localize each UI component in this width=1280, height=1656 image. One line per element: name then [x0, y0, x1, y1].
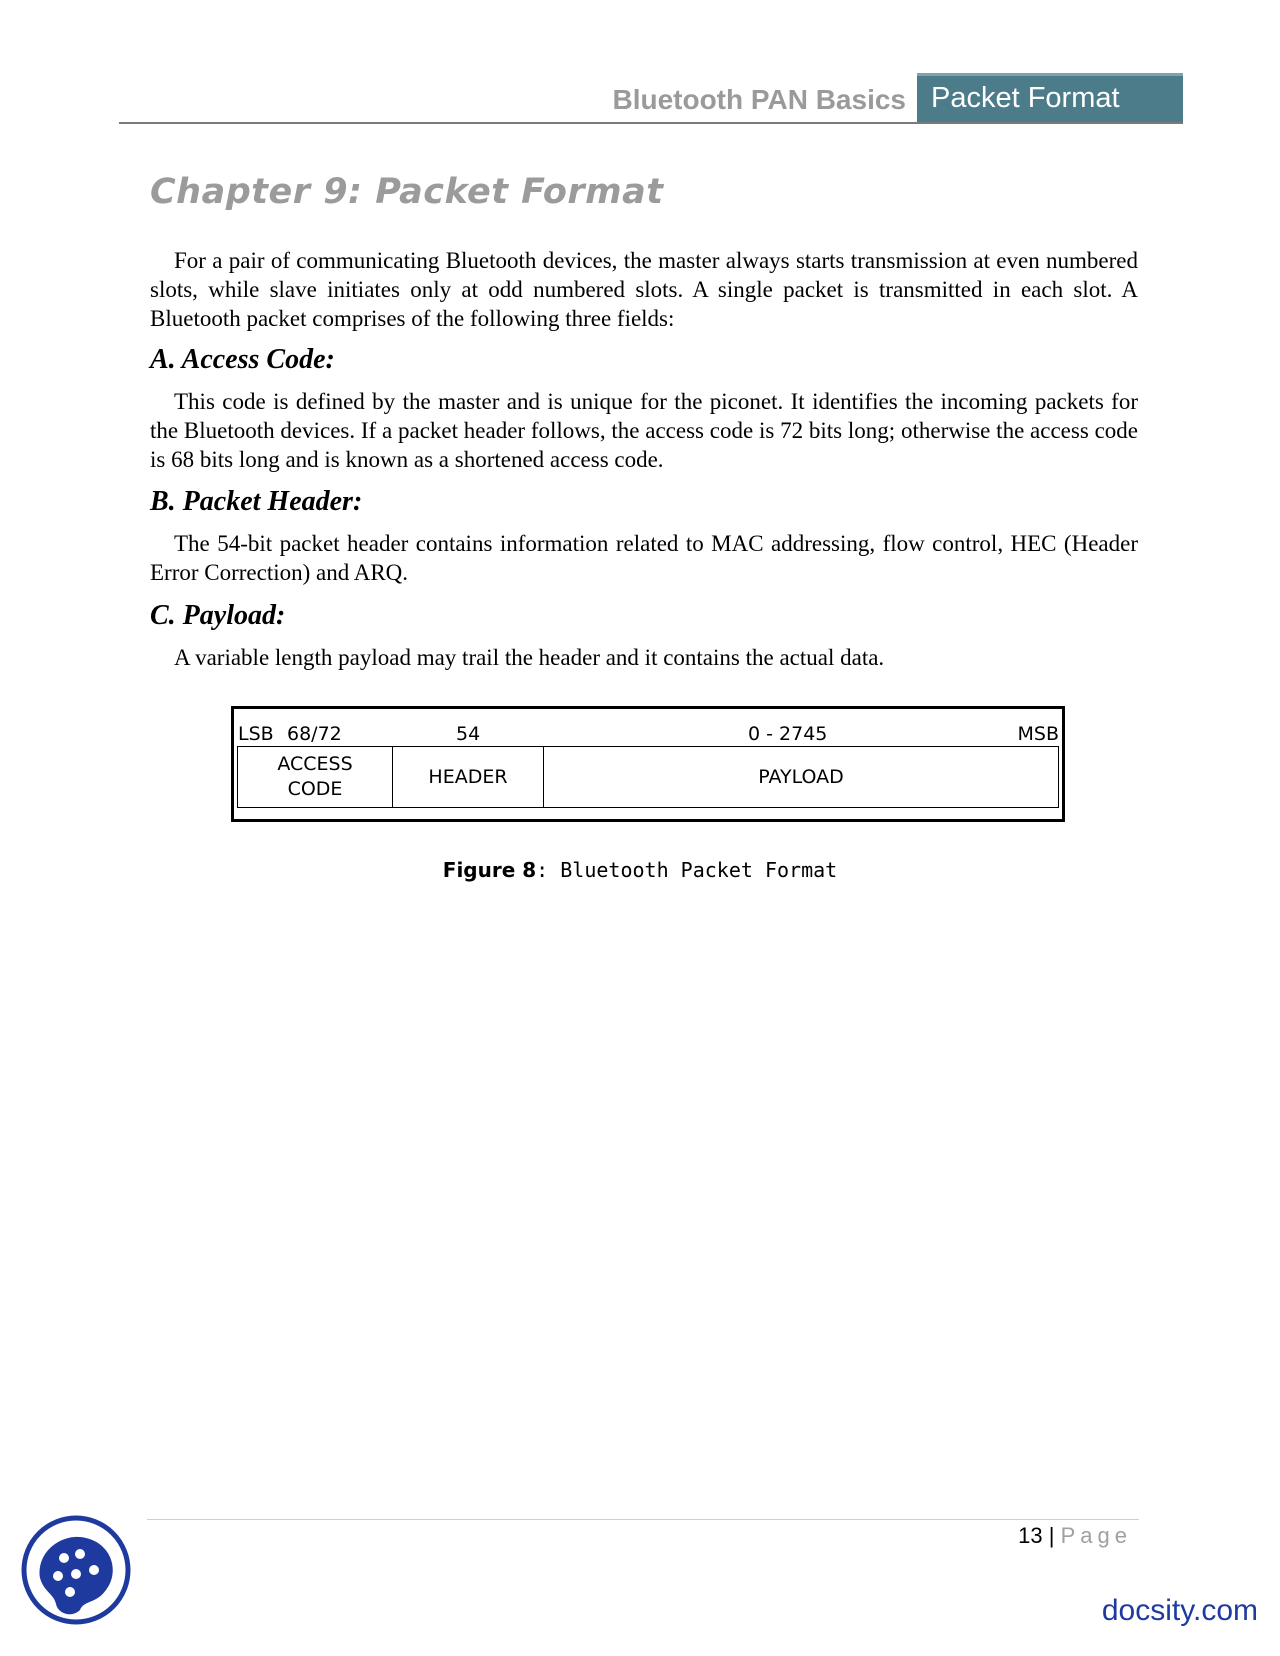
lsb-label: LSB [238, 723, 274, 745]
payload-bits: 0 - 2745 [748, 723, 828, 745]
section-tab: Packet Format [917, 73, 1183, 123]
section-heading-packet-header: B. Packet Header: [150, 486, 363, 517]
section-heading-access-code: A. Access Code: [150, 344, 335, 375]
access-code-field: ACCESS CODE [238, 747, 393, 807]
msb-label: MSB [1017, 723, 1059, 745]
page-word: Page [1060, 1523, 1132, 1548]
docsity-brand-link[interactable]: docsity.com [1101, 1594, 1258, 1627]
figure-caption-text: : Bluetooth Packet Format [536, 858, 838, 882]
packet-format-diagram [231, 706, 1065, 822]
section-body-access-code: This code is defined by the master and is unique for the piconet. It identifies the incoming packets for the Bluetooth devices. If a packet header follows, the access code is 72 bits long; otherwise the access code is 68 bits long and is known as a shortened access code. [150, 389, 1138, 472]
header-field: HEADER [393, 747, 544, 807]
page-number-value: 13 [1018, 1523, 1043, 1548]
docsity-logo-icon [20, 1514, 132, 1626]
header-bits: 54 [456, 723, 481, 745]
payload-field: PAYLOAD [758, 765, 844, 788]
chapter-title: Chapter 9: Packet Format [150, 172, 664, 212]
page-number [1018, 1523, 1132, 1549]
document-title: Bluetooth PAN Basics [612, 84, 906, 115]
section-body-payload: A variable length payload may trail the header and it contains the actual data. [174, 645, 885, 670]
packet-fields [237, 746, 1059, 808]
figure-caption [0, 858, 1280, 882]
header-divider [119, 122, 1183, 124]
figure-label: Figure 8 [442, 858, 537, 882]
section-heading-payload: C. Payload: [150, 600, 286, 631]
intro-paragraph: For a pair of communicating Bluetooth devices, the master always starts transmission at even numbered slots, while slave initiates only at odd numbered slots. A single packet is transmitted in each slot. A Bluetooth packet comprises of the following three fields: [150, 248, 1138, 331]
access-code-bits: 68/72 [287, 723, 342, 745]
section-body-packet-header: The 54-bit packet header contains information related to MAC addressing, flow control, HEC (Header Error Correction) and ARQ. [150, 531, 1138, 585]
footer-divider [147, 1519, 1139, 1520]
page-separator: | [1048, 1523, 1055, 1548]
